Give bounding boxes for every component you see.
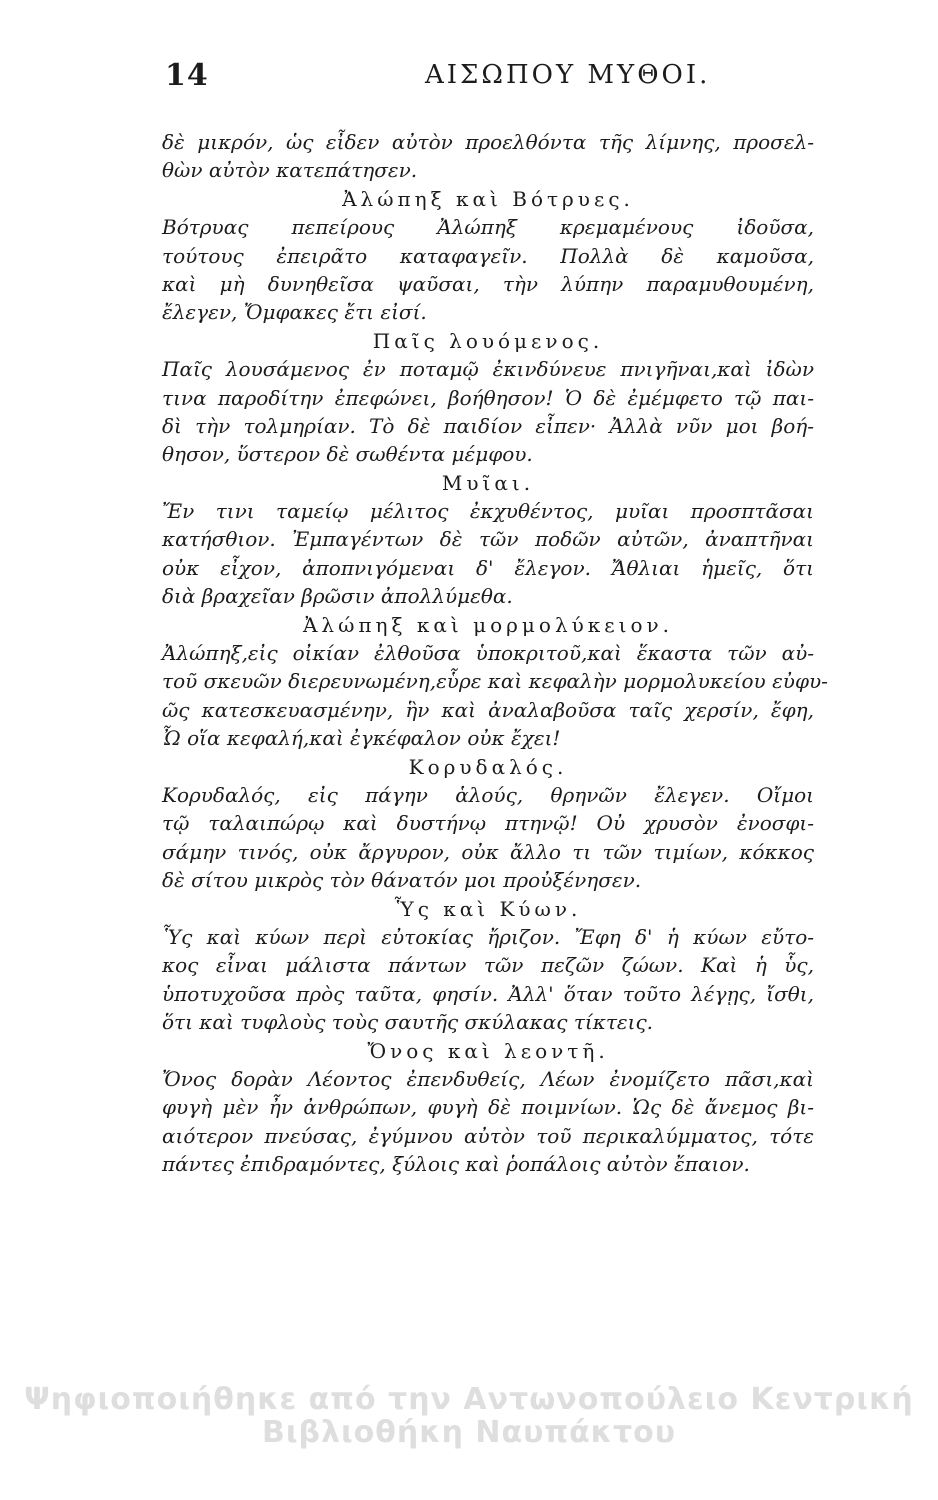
running-title: ΑΙΣΩΠΟΥ ΜΥΘΟΙ. xyxy=(425,60,711,90)
text-line: Ὦ οἵα κεφαλή,καὶ ἐγκέφαλον οὐκ ἔχει! xyxy=(162,726,561,751)
text-line: Βότρυας πεπείρους Ἀλώπηξ κρεμαμένους ἰδοῦσα, xyxy=(162,215,814,240)
fable-title: Μυῖαι. xyxy=(441,470,535,495)
text-line: δὲ μικρόν, ὡς εἶδεν αὐτὸν προελθόντα τῆς λίμνης, προσελ- xyxy=(162,130,814,154)
fable-title: Κορυδαλός. xyxy=(408,754,568,779)
fable-title: Ἀλώπηξ καὶ Βότρυες. xyxy=(342,186,634,211)
text-line: τοῦ σκευῶν διερευνωμένη,εὗρε καὶ κεφαλὴν μορμολυκείου εὐφυ- xyxy=(162,669,828,694)
text-line: κος εἶναι μάλιστα πάντων τῶν πεζῶν ζώων. Καὶ ἡ ὗς, xyxy=(162,953,814,978)
text-line: σάμην τινός, οὐκ ἄργυρον, οὐκ ἄλλο τι τῶν τιμίων, κόκκος xyxy=(162,839,814,864)
text-line: ὑποτυχοῦσα πρὸς ταῦτα, φησίν. Ἀλλ' ὅταν τοῦτο λέγῃς, ἴσθι, xyxy=(162,981,814,1006)
text-line: Ἀλώπηξ,εἰς οἰκίαν ἐλθοῦσα ὑποκριτοῦ,καὶ ἕκαστα τῶν αὐ- xyxy=(162,641,814,666)
fable-title: Ὄνος καὶ λεοντῆ. xyxy=(367,1038,609,1063)
text-line: θησον, ὕστερον δὲ σωθέντα μέμφου. xyxy=(162,442,533,467)
text-line: Κορυδαλός, εἰς πάγην ἁλούς, θρηνῶν ἔλεγεν. Οἴμοι xyxy=(162,782,814,807)
text-line: πάντες ἐπιδραμόντες, ξύλοις καὶ ῥοπάλοις αὐτὸν ἔπαιον. xyxy=(162,1152,750,1177)
watermark-line-2: Βιβλιοθήκη Ναυπάκτου xyxy=(261,1415,677,1450)
text-line: Ὗς καὶ κύων περὶ εὐτοκίας ἤριζον. Ἔφη δ' ἡ κύων εὔτο- xyxy=(162,924,814,949)
text-line: διὰ βραχεῖαν βρῶσιν ἀπολλύμεθα. xyxy=(162,584,513,609)
text-line: Ὄνος δορὰν Λέοντος ἐπενδυθείς, Λέων ἐνομίζετο πᾶσι,καὶ xyxy=(162,1066,814,1091)
text-line: αιότερον πνεύσας, ἐγύμνου αὐτὸν τοῦ περικαλύμματος, τότε xyxy=(162,1123,814,1148)
text-line: τινα παροδίτην ἐπεφώνει, βοήθησον! Ὁ δὲ ἐμέμφετο τῷ παι- xyxy=(162,385,814,410)
text-line: ῶς κατεσκευασμένην, ἣν καὶ ἀναλαβοῦσα ταῖς χερσίν, ἔφη, xyxy=(162,697,814,722)
text-line: οὐκ εἶχον, ἀποπνιγόμεναι δ' ἔλεγον. Ἄθλιαι ἡμεῖς, ὅτι xyxy=(162,555,814,580)
page-header xyxy=(0,52,938,102)
text-line: κατήσθιον. Ἐμπαγέντων δὲ τῶν ποδῶν αὐτῶν, ἀναπτῆναι xyxy=(162,527,814,552)
fable-title: Ὗς καὶ Κύων. xyxy=(394,896,582,921)
text-line: Παῖς λουσάμενος ἐν ποταμῷ ἐκινδύνευε πνιγῆναι,καὶ ἰδὼν xyxy=(162,357,814,382)
watermark-line-1: Ψηφιοποιήθηκε από την Αντωνοπούλειο Κεντρική xyxy=(24,1382,914,1417)
text-line: καὶ μὴ δυνηθεῖσα ψαῦσαι, τὴν λύπην παραμυθουμένη, xyxy=(162,271,814,296)
text-line: φυγὴ μὲν ἦν ἀνθρώπων, φυγὴ δὲ ποιμνίων. Ὡς δὲ ἄνεμος βι- xyxy=(162,1095,814,1120)
text-line: τῷ ταλαιπώρῳ καὶ δυστήνῳ πτηνῷ! Οὐ χρυσὸν ἐνοσφι- xyxy=(162,811,814,836)
fable-title: Παῖς λουόμενος. xyxy=(372,328,604,353)
text-line: ἔλεγεν, Ὄμφακες ἔτι εἰσί. xyxy=(162,300,427,325)
fable-title: Ἀλώπηξ καὶ μορμολύκειον. xyxy=(302,612,674,637)
text-line: δὲ σίτου μικρὸς τὸν θάνατόν μοι προὐξένησεν. xyxy=(162,868,642,893)
text-line: θὼν αὐτὸν κατεπάτησεν. xyxy=(162,158,418,183)
text-line: Ἔν τινι ταμείῳ μέλιτος ἐκχυθέντος, μυῖαι προσπτᾶσαι xyxy=(162,499,814,524)
fables-text xyxy=(162,128,828,1178)
text-line: ὅτι καὶ τυφλοὺς τοὺς σαυτῆς σκύλακας τίκτεις. xyxy=(162,1010,654,1035)
text-line: τούτους ἐπειρᾶτο καταφαγεῖν. Πολλὰ δὲ καμοῦσα, xyxy=(162,243,814,268)
page-number: 14 xyxy=(165,58,209,93)
text-line: δὶ τὴν τολμηρίαν. Τὸ δὲ παιδίον εἶπεν· Ἀλλὰ νῦν μοι βοή- xyxy=(162,413,814,438)
